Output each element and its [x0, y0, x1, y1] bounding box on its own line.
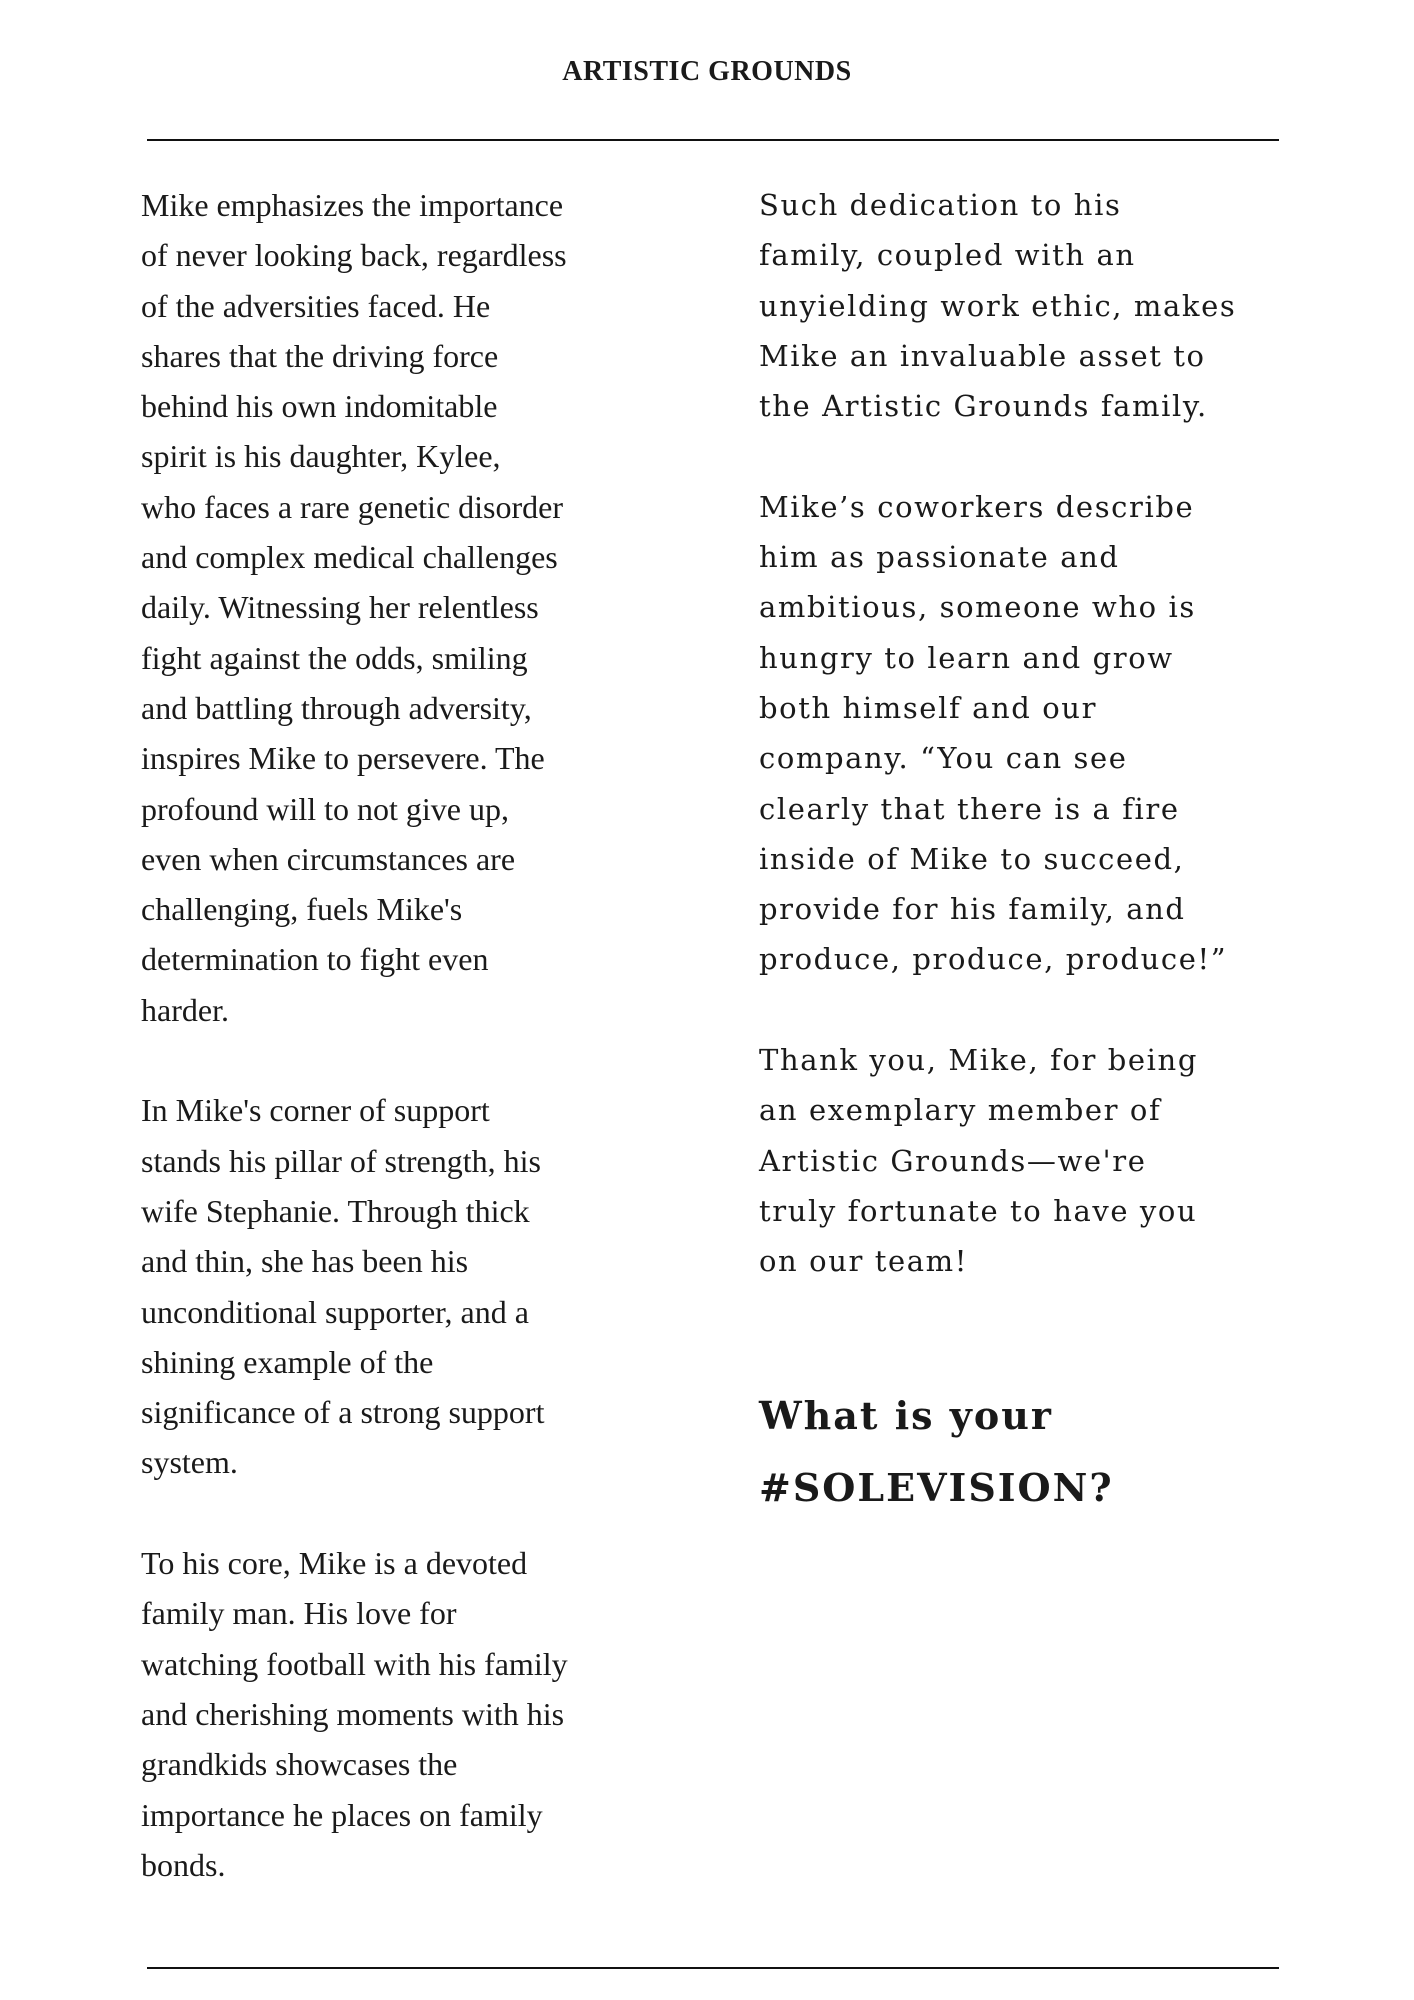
- text-line: importance he places on family: [141, 1796, 543, 1833]
- text-line: stands his pillar of strength, his: [141, 1142, 541, 1179]
- text-line: unconditional supporter, and a: [141, 1293, 529, 1330]
- text-line: harder.: [141, 991, 229, 1028]
- bottom-divider: [147, 1967, 1279, 1969]
- text-line: Artistic Grounds—we're: [759, 1143, 1147, 1178]
- text-line: and battling through adversity,: [141, 689, 532, 726]
- text-line: of never looking back, regardless: [141, 237, 567, 274]
- text-line: unyielding work ethic, makes: [759, 288, 1237, 323]
- text-line: the Artistic Grounds family.: [759, 389, 1208, 424]
- text-line: watching football with his family: [141, 1645, 568, 1682]
- text-line: grandkids showcases the: [141, 1746, 458, 1783]
- text-line: who faces a rare genetic disorder: [141, 488, 563, 525]
- text-line: Mike emphasizes the importance: [141, 187, 564, 223]
- text-line: Thank you, Mike, for being: [759, 1043, 1198, 1078]
- text-line: profound will to not give up,: [141, 790, 509, 827]
- text-line: and cherishing moments with his: [141, 1695, 565, 1732]
- text-line: both himself and our: [759, 690, 1098, 725]
- text-line: inspires Mike to persevere. The: [141, 740, 545, 777]
- text-line: bonds.: [141, 1846, 226, 1883]
- text-line: shining example of the: [141, 1343, 434, 1380]
- cta-line: What is your: [759, 1393, 1053, 1438]
- paragraph: [759, 180, 1319, 431]
- text-line: spirit is his daughter, Kylee,: [141, 438, 501, 475]
- text-line: and thin, she has been his: [141, 1243, 469, 1280]
- text-line: To his core, Mike is a devoted: [141, 1545, 528, 1582]
- text-line: Such dedication to his: [759, 188, 1122, 222]
- text-line: even when circumstances are: [141, 840, 516, 877]
- text-line: provide for his family, and: [759, 892, 1186, 927]
- text-line: behind his own indomitable: [141, 388, 498, 425]
- text-line: determination to fight even: [141, 941, 489, 978]
- page-header-title: ARTISTIC GROUNDS: [562, 56, 852, 87]
- text-line: significance of a strong support: [141, 1394, 545, 1431]
- text-line: In Mike's corner of support: [141, 1092, 490, 1129]
- text-line: and complex medical challenges: [141, 539, 558, 576]
- text-line: hungry to learn and grow: [759, 640, 1174, 675]
- text-line: family, coupled with an: [759, 238, 1136, 273]
- call-to-action-heading: [759, 1380, 1114, 1524]
- right-column: [759, 180, 1319, 1337]
- top-divider: [147, 139, 1279, 141]
- paragraph: [141, 180, 681, 1035]
- text-line: company. “You can see: [759, 741, 1128, 776]
- text-line: him as passionate and: [759, 540, 1120, 575]
- text-line: shares that the driving force: [141, 337, 499, 374]
- text-line: fight against the odds, smiling: [141, 639, 528, 676]
- paragraph: [759, 482, 1319, 985]
- paragraph: [141, 1538, 681, 1890]
- text-line: Mike an invaluable asset to: [759, 338, 1206, 373]
- text-line: on our team!: [759, 1244, 969, 1279]
- text-line: daily. Witnessing her relentless: [141, 589, 539, 626]
- text-line: of the adversities faced. He: [141, 287, 491, 324]
- text-line: challenging, fuels Mike's: [141, 891, 463, 928]
- text-line: ambitious, someone who is: [759, 590, 1196, 625]
- text-line: produce, produce, produce!”: [759, 942, 1228, 977]
- text-line: Mike’s coworkers describe: [759, 489, 1195, 524]
- paragraph: [759, 1035, 1319, 1286]
- text-line: inside of Mike to succeed,: [759, 841, 1185, 876]
- text-line: an exemplary member of: [759, 1093, 1162, 1128]
- left-column: [141, 180, 681, 1940]
- cta-line: #SOLEVISION?: [759, 1465, 1114, 1510]
- paragraph: [141, 1085, 681, 1487]
- text-line: clearly that there is a fire: [759, 791, 1180, 826]
- text-line: wife Stephanie. Through thick: [141, 1192, 530, 1229]
- text-line: family man. His love for: [141, 1595, 457, 1632]
- text-line: system.: [141, 1444, 238, 1481]
- text-line: truly fortunate to have you: [759, 1193, 1198, 1228]
